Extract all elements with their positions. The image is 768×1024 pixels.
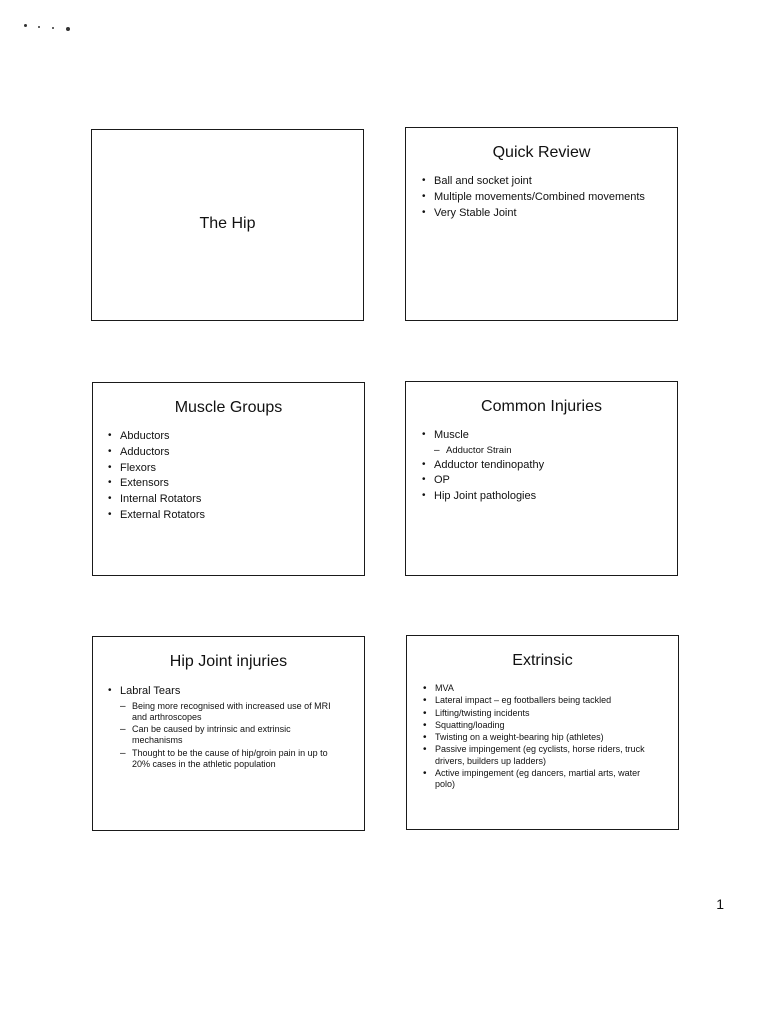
slide-extrinsic	[406, 635, 679, 830]
list-item: • Muscle	[422, 429, 657, 443]
slide-quick-review	[405, 127, 678, 321]
list-item: • Adductor tendinopathy	[422, 459, 657, 473]
list-item: • Passive impingement (eg cyclists, horse riders, truck drivers, builders up ladders)	[423, 744, 660, 767]
list-item: • Active impingement (eg dancers, martial arts, water polo)	[423, 768, 660, 791]
bullet-list	[422, 175, 657, 222]
bullet-list	[108, 430, 344, 525]
list-item: • Squatting/loading	[423, 720, 660, 731]
scan-speck	[24, 24, 27, 27]
list-subitem: – Can be caused by intrinsic and extrinsic mechanisms	[108, 724, 348, 746]
list-subitem: – Thought to be the cause of hip/groin pain in up to 20% cases in the athletic population	[108, 748, 348, 770]
bullet-list	[108, 685, 348, 770]
list-item: • Extensors	[108, 477, 344, 491]
slide-common-injuries	[405, 381, 678, 576]
slide-title: Quick Review	[492, 144, 591, 161]
list-item: • OP	[422, 474, 657, 488]
page-number: 1	[716, 896, 724, 912]
list-item: • Twisting on a weight-bearing hip (athletes)	[423, 732, 660, 743]
list-subitem: – Being more recognised with increased use of MRI and arthroscopes	[108, 701, 348, 723]
list-item: • Very Stable Joint	[422, 207, 657, 221]
slide-title: Muscle Groups	[174, 399, 283, 416]
list-item: • External Rotators	[108, 509, 344, 523]
scan-speck	[66, 27, 70, 31]
slide-title: Hip Joint injuries	[169, 653, 288, 670]
list-item: • Multiple movements/Combined movements	[422, 191, 657, 205]
slide-title: Common Injuries	[481, 398, 602, 415]
scan-speck	[38, 26, 40, 28]
list-item: • MVA	[423, 683, 660, 694]
list-item: • Lateral impact – eg footballers being tackled	[423, 695, 660, 706]
slide-title: The Hip	[199, 215, 256, 233]
scan-speck	[52, 27, 54, 29]
list-item: • Ball and socket joint	[422, 175, 657, 189]
bullet-list	[423, 683, 660, 791]
slide-the-hip	[91, 129, 364, 321]
list-item: • Labral Tears	[108, 685, 348, 699]
list-item: • Adductors	[108, 446, 344, 460]
list-item: • Internal Rotators	[108, 493, 344, 507]
list-item: • Abductors	[108, 430, 344, 444]
list-item: • Hip Joint pathologies	[422, 490, 657, 504]
slide-muscle-groups	[92, 382, 365, 576]
list-subitem: – Adductor Strain	[422, 445, 657, 457]
list-item: • Flexors	[108, 462, 344, 476]
bullet-list	[422, 429, 657, 506]
slide-hip-joint-injuries	[92, 636, 365, 831]
slide-title: Extrinsic	[512, 652, 573, 669]
list-item: • Lifting/twisting incidents	[423, 708, 660, 719]
